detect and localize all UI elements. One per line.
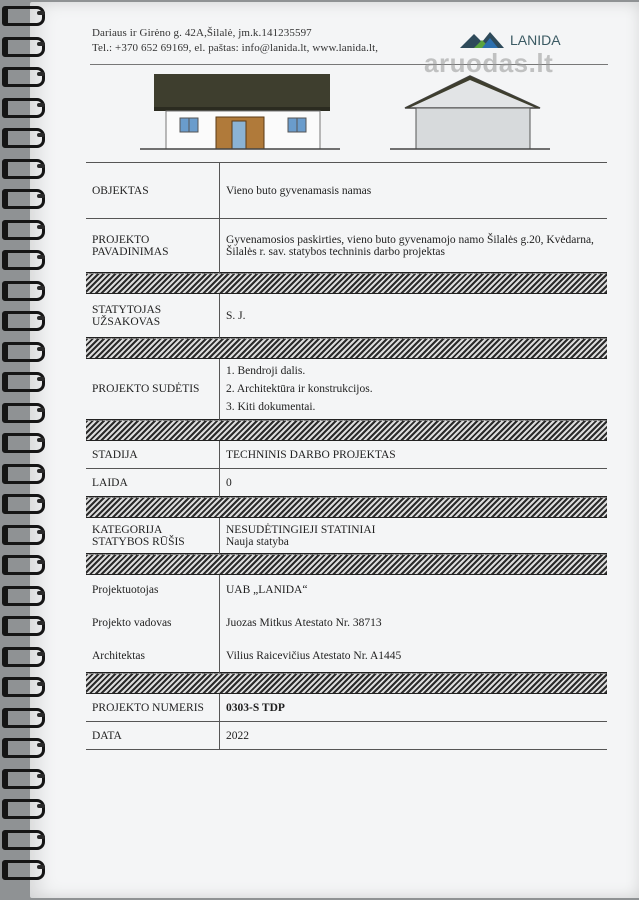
label-sudetis: PROJEKTO SUDĖTIS	[86, 359, 220, 420]
sudetis-item: 3. Kiti dokumentai.	[226, 401, 316, 413]
label-objektas: OBJEKTAS	[86, 163, 220, 219]
label-kategorija-1: KATEGORIJA	[92, 523, 163, 536]
binding-ring	[2, 586, 45, 606]
label-kategorija	[86, 518, 220, 554]
separator	[86, 497, 607, 518]
binding-ring	[2, 403, 45, 423]
binding-ring	[2, 159, 45, 179]
value-stadija: TECHNINIS DARBO PROJEKTAS	[220, 441, 608, 469]
row-architektas	[86, 641, 607, 673]
binding-ring	[2, 342, 45, 362]
separator	[86, 554, 607, 575]
binding-ring	[2, 372, 45, 392]
binding-ring	[2, 677, 45, 697]
row-kategorija	[86, 518, 607, 554]
label-stadija: STADIJA	[86, 441, 220, 469]
value-projektuotojas: UAB „LANIDA“	[226, 583, 308, 596]
value-kategorija	[220, 518, 608, 554]
label-projektuotojas: Projektuotojas	[86, 575, 220, 605]
label-kategorija-2: STATYBOS RŪŠIS	[92, 535, 185, 548]
row-objektas	[86, 163, 607, 219]
label-statytojas-1: STATYTOJAS	[92, 303, 162, 316]
spiral-binding	[0, 0, 40, 900]
binding-ring	[2, 433, 45, 453]
binding-ring	[2, 616, 45, 636]
binding-ring	[2, 525, 45, 545]
row-stadija	[86, 441, 607, 469]
value-statytojas: S. J.	[226, 309, 246, 322]
value-sudetis	[220, 359, 608, 420]
binding-ring	[2, 98, 45, 118]
sudetis-item: 2. Architektūra ir konstrukcijos.	[226, 383, 373, 395]
row-vadovas	[86, 605, 607, 641]
row-data	[86, 722, 607, 750]
value-kategorija-1: NESUDĖTINGIEJI STATINIAI	[226, 523, 376, 536]
house-elevation-drawing	[140, 70, 600, 155]
value-laida: 0	[226, 476, 232, 489]
value-architektas: Vilius Raicevičius Atestato Nr. A1445	[226, 650, 402, 663]
value-data: 2022	[220, 722, 608, 750]
binding-ring	[2, 67, 45, 87]
binding-ring	[2, 860, 45, 880]
binding-ring	[2, 189, 45, 209]
binding-ring	[2, 494, 45, 514]
binding-ring	[2, 128, 45, 148]
value-kategorija-2: Nauja statyba	[226, 535, 289, 548]
logo-text: LANIDA	[510, 32, 561, 48]
separator	[86, 273, 607, 294]
binding-ring	[2, 6, 45, 26]
binding-ring	[2, 769, 45, 789]
company-contacts: Tel.: +370 652 69169, el. paštas: info@lanida.lt, www.lanida.lt,	[92, 42, 379, 54]
company-address: Dariaus ir Girėno g. 42A,Šilalė, jm.k.141235597	[92, 27, 312, 39]
watermark: aruodas.lt	[424, 48, 554, 78]
label-vadovas: Projekto vadovas	[86, 605, 220, 641]
label-pavadinimas	[86, 219, 220, 273]
binding-ring	[2, 555, 45, 575]
value-objektas: Vieno buto gyvenamasis namas	[220, 163, 608, 219]
label-statytojas	[86, 294, 220, 338]
label-pavadinimas-1: PROJEKTO	[92, 233, 150, 246]
row-numeris	[86, 694, 607, 722]
label-numeris: PROJEKTO NUMERIS	[86, 694, 220, 722]
separator	[86, 338, 607, 359]
project-info-table	[86, 162, 607, 750]
label-architektas: Architektas	[86, 641, 220, 673]
label-statytojas-2: UŽSAKOVAS	[92, 315, 161, 328]
row-sudetis	[86, 359, 607, 420]
binding-ring	[2, 647, 45, 667]
row-statytojas	[86, 294, 607, 338]
sudetis-item: 1. Bendroji dalis.	[226, 365, 306, 377]
binding-ring	[2, 37, 45, 57]
value-pavadinimas: Gyvenamosios paskirties, vieno buto gyvenamojo namo Šilalės g.20, Kvėdarna, Šilalės r. sav. statybos techninis darbo projektas	[226, 233, 594, 258]
label-pavadinimas-2: PAVADINIMAS	[92, 245, 169, 258]
separator	[86, 673, 607, 694]
binding-ring	[2, 799, 45, 819]
binding-ring	[2, 281, 45, 301]
binding-ring	[2, 738, 45, 758]
value-vadovas: Juozas Mitkus Atestato Nr. 38713	[226, 616, 382, 629]
binding-ring	[2, 708, 45, 728]
binding-ring	[2, 311, 45, 331]
binding-ring	[2, 250, 45, 270]
row-projektuotojas	[86, 575, 607, 605]
label-data: DATA	[86, 722, 220, 750]
row-pavadinimas	[86, 219, 607, 273]
separator	[86, 420, 607, 441]
binding-ring	[2, 220, 45, 240]
label-laida: LAIDA	[86, 469, 220, 497]
binding-ring	[2, 464, 45, 484]
row-laida	[86, 469, 607, 497]
binding-ring	[2, 830, 45, 850]
value-numeris: 0303-S TDP	[220, 694, 608, 722]
